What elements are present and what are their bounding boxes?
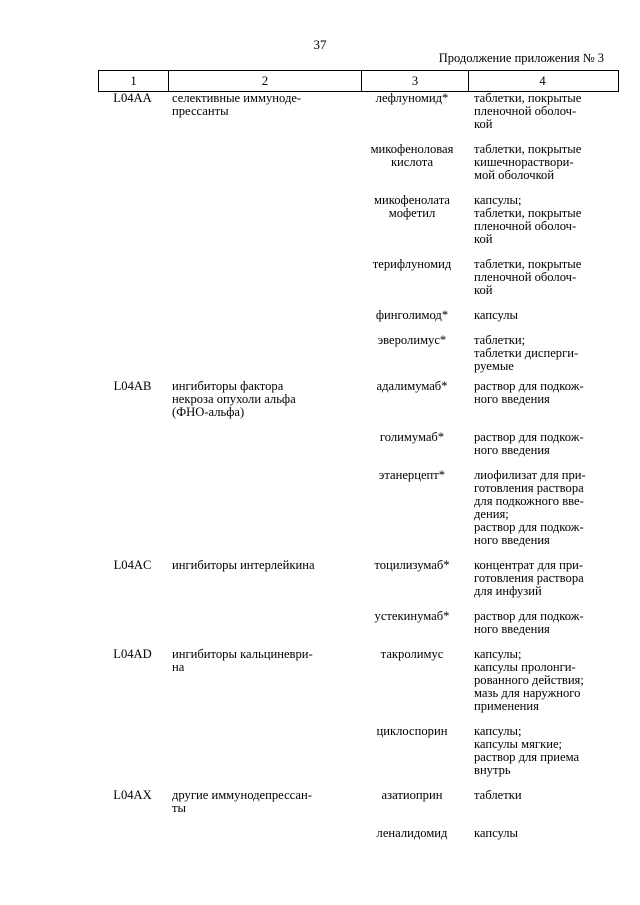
drug-name: голимумаб* (379, 430, 445, 444)
table-row (98, 309, 617, 334)
table-header (98, 70, 619, 92)
drug-name: азатиоприн (381, 788, 443, 802)
atc-code: L04AX (113, 788, 152, 802)
drug-group: ингибиторы интерлейкина (172, 558, 315, 572)
header-col-1: 1 (130, 74, 137, 88)
header-col-4: 4 (468, 71, 616, 91)
drug-name: устекинумаб* (374, 609, 450, 623)
table-row (98, 143, 617, 194)
table-row (98, 92, 617, 143)
dosage-form: лиофилизат для при- готовления раствора для подкожного вве- дения; раствор для подкож- ного введения (474, 468, 586, 548)
dosage-form: таблетки; таблетки дисперги- руемые (474, 333, 579, 374)
drug-name: микофенолата мофетил (374, 193, 450, 221)
table-row (98, 469, 617, 559)
table-row (98, 194, 617, 258)
drug-group: другие иммунодепрессан- ты (172, 788, 312, 816)
atc-code: L04AD (113, 647, 152, 661)
atc-code: L04AB (113, 379, 152, 393)
dosage-form: капсулы; капсулы мягкие; раствор для приема внутрь (474, 724, 580, 778)
header-col-2: 2 (168, 71, 361, 91)
dosage-form: раствор для подкож- ного введения (474, 379, 584, 407)
table-row (98, 380, 617, 431)
table-row (98, 648, 617, 725)
drug-group: ингибиторы кальциневри- на (172, 647, 313, 675)
drug-group: ингибиторы фактора некроза опухоли альфа (ФНО-альфа) (172, 379, 296, 420)
header-col-3: 3 (361, 71, 468, 91)
dosage-form: таблетки, покрытые пленочной оболоч- кой (474, 91, 582, 132)
dosage-form: капсулы; капсулы пролонги- рованного действия; мазь для наружного применения (474, 647, 584, 714)
continuation-note: Продолжение приложения № 3 (438, 51, 604, 65)
drug-name: финголимод* (375, 308, 449, 322)
table-row (98, 559, 617, 610)
drug-name: тоцилизумаб* (374, 558, 450, 572)
table-row (98, 725, 617, 789)
dosage-form: капсулы; таблетки, покрытые пленочной оболоч- кой (474, 193, 582, 247)
table-row (98, 334, 617, 380)
table-row (98, 827, 617, 852)
drug-group: селективные иммуноде- прессанты (172, 91, 302, 119)
dosage-form: таблетки, покрытые кишечнораствори- мой оболочкой (474, 142, 582, 183)
table-row (98, 610, 617, 648)
table-body (98, 92, 617, 852)
table-row (98, 789, 617, 827)
drug-name: эверолимус* (377, 333, 447, 347)
dosage-form: раствор для подкож- ного введения (474, 430, 584, 458)
atc-code: L04AC (113, 558, 152, 572)
drug-name: лефлуномид* (375, 91, 449, 105)
drug-name: такролимус (380, 647, 444, 661)
dosage-form: таблетки (474, 788, 522, 802)
drug-name: леналидомид (376, 826, 448, 840)
dosage-form: капсулы (474, 308, 519, 322)
atc-code: L04AA (113, 91, 152, 105)
drug-name: этанерцепт* (378, 468, 446, 482)
dosage-form: концентрат для при- готовления раствора для инфузий (474, 558, 584, 599)
drug-name: микофеноловая кислота (370, 142, 454, 170)
drug-name: циклоспорин (376, 724, 448, 738)
dosage-form: раствор для подкож- ного введения (474, 609, 584, 637)
drug-name: адалимумаб* (376, 379, 448, 393)
dosage-form: таблетки, покрытые пленочной оболоч- кой (474, 257, 582, 298)
dosage-form: капсулы (474, 826, 519, 840)
page-number: 37 (313, 37, 327, 52)
table-row (98, 431, 617, 469)
drug-name: терифлуномид (372, 257, 452, 271)
table-row (98, 258, 617, 309)
